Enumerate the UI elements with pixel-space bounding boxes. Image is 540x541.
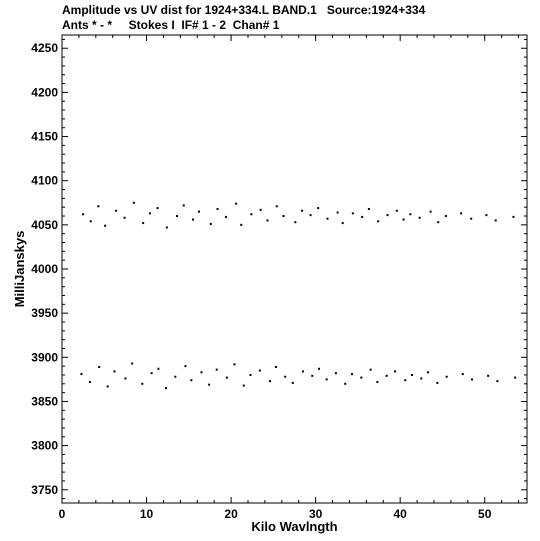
data-point xyxy=(82,213,84,215)
x-tick-label: 30 xyxy=(308,507,323,521)
data-point xyxy=(217,208,219,210)
data-point xyxy=(409,213,411,215)
data-point xyxy=(352,212,354,214)
data-point xyxy=(225,216,227,218)
data-point xyxy=(233,363,235,365)
y-tick-label: 3750 xyxy=(31,482,58,497)
data-point xyxy=(351,373,353,375)
data-point xyxy=(276,205,278,207)
data-point xyxy=(141,383,143,385)
data-point xyxy=(250,374,252,376)
x-tick-label: 40 xyxy=(393,507,407,521)
data-point xyxy=(133,202,135,204)
data-point xyxy=(514,377,516,379)
data-point xyxy=(437,221,439,223)
data-point xyxy=(131,362,133,364)
data-point xyxy=(394,370,396,372)
data-point xyxy=(485,214,487,216)
data-point xyxy=(266,219,268,221)
data-point xyxy=(240,224,242,226)
data-point xyxy=(342,222,344,224)
x-tick-label: 0 xyxy=(58,507,66,521)
data-point xyxy=(89,381,91,383)
data-point xyxy=(151,372,153,374)
data-point xyxy=(311,375,313,377)
data-point xyxy=(460,212,462,214)
data-point xyxy=(104,225,106,227)
data-point xyxy=(149,212,151,214)
data-point xyxy=(124,377,126,379)
data-point xyxy=(411,374,413,376)
data-point xyxy=(512,216,514,218)
data-point xyxy=(243,385,245,387)
data-point xyxy=(446,376,448,378)
data-point xyxy=(495,219,497,221)
y-tick-label: 4000 xyxy=(31,262,58,276)
data-point xyxy=(430,211,432,213)
data-point xyxy=(198,211,200,213)
data-point xyxy=(201,371,203,373)
data-point xyxy=(344,383,346,385)
data-point xyxy=(317,207,319,209)
data-point xyxy=(283,215,285,217)
y-tick-label: 3900 xyxy=(31,350,58,365)
data-point xyxy=(269,380,271,382)
data-point xyxy=(310,214,312,216)
x-axis-label: Kilo Wavlngth xyxy=(251,519,338,534)
data-point xyxy=(436,382,438,384)
data-point xyxy=(98,366,100,368)
data-point xyxy=(190,379,192,381)
data-point xyxy=(157,368,159,370)
data-point xyxy=(302,370,304,372)
data-point xyxy=(326,218,328,220)
y-axis-label: MilliJanskys xyxy=(12,230,27,308)
data-point xyxy=(97,205,99,207)
data-point xyxy=(226,377,228,379)
chart-title: Amplitude vs UV dist for 1924+334.L BAND.1 Source:1924+334 xyxy=(62,3,426,17)
data-point xyxy=(337,211,339,213)
data-point xyxy=(284,376,286,378)
data-point xyxy=(404,379,406,381)
data-point xyxy=(445,215,447,217)
data-point xyxy=(107,385,109,387)
data-point xyxy=(496,380,498,382)
data-point xyxy=(235,203,237,205)
data-point xyxy=(301,210,303,212)
data-point xyxy=(165,387,167,389)
data-point xyxy=(487,375,489,377)
axis-tick-labels xyxy=(31,41,491,521)
data-point xyxy=(183,204,185,206)
data-point xyxy=(361,216,363,218)
data-point xyxy=(166,226,168,228)
data-point xyxy=(184,365,186,367)
data-point xyxy=(210,223,212,225)
data-point xyxy=(360,377,362,379)
data-point xyxy=(259,370,261,372)
data-point xyxy=(471,378,473,380)
y-tick-label: 3950 xyxy=(31,306,58,321)
data-point xyxy=(192,219,194,221)
y-tick-label: 3800 xyxy=(31,438,58,453)
data-point xyxy=(462,373,464,375)
x-tick-label: 20 xyxy=(224,507,238,521)
plot-frame xyxy=(62,35,527,503)
x-tick-label: 10 xyxy=(139,507,154,521)
data-point xyxy=(368,208,370,210)
y-tick-label: 4100 xyxy=(31,173,58,188)
y-tick-label: 4200 xyxy=(31,85,58,100)
data-point xyxy=(377,220,379,222)
y-tick-label: 4150 xyxy=(31,129,58,144)
data-point xyxy=(142,222,144,224)
chart-subtitle: Ants * - * Stokes I IF# 1 - 2 Chan# 1 xyxy=(62,18,280,32)
data-point xyxy=(113,370,115,372)
data-points xyxy=(80,202,516,389)
data-point xyxy=(387,214,389,216)
y-tick-label: 4250 xyxy=(31,41,58,56)
x-tick-label: 50 xyxy=(478,507,492,521)
data-point xyxy=(292,382,294,384)
data-point xyxy=(208,384,210,386)
data-point xyxy=(403,219,405,221)
axis-ticks xyxy=(62,35,527,503)
data-point xyxy=(318,368,320,370)
data-point xyxy=(260,209,262,211)
data-point xyxy=(90,220,92,222)
data-point xyxy=(419,217,421,219)
data-point xyxy=(216,369,218,371)
y-tick-label: 4050 xyxy=(31,217,58,232)
y-tick-label: 3850 xyxy=(31,394,58,409)
data-point xyxy=(250,213,252,215)
data-point xyxy=(370,369,372,371)
data-point xyxy=(115,210,117,212)
data-point xyxy=(157,207,159,209)
data-point xyxy=(176,215,178,217)
data-point xyxy=(294,221,296,223)
data-point xyxy=(275,366,277,368)
data-point xyxy=(80,373,82,375)
data-point xyxy=(427,371,429,373)
data-point xyxy=(376,381,378,383)
data-point xyxy=(174,376,176,378)
data-point xyxy=(470,218,472,220)
data-point xyxy=(335,372,337,374)
data-point xyxy=(420,377,422,379)
data-point xyxy=(124,217,126,219)
data-point xyxy=(326,378,328,380)
data-point xyxy=(396,210,398,212)
data-point xyxy=(386,375,388,377)
